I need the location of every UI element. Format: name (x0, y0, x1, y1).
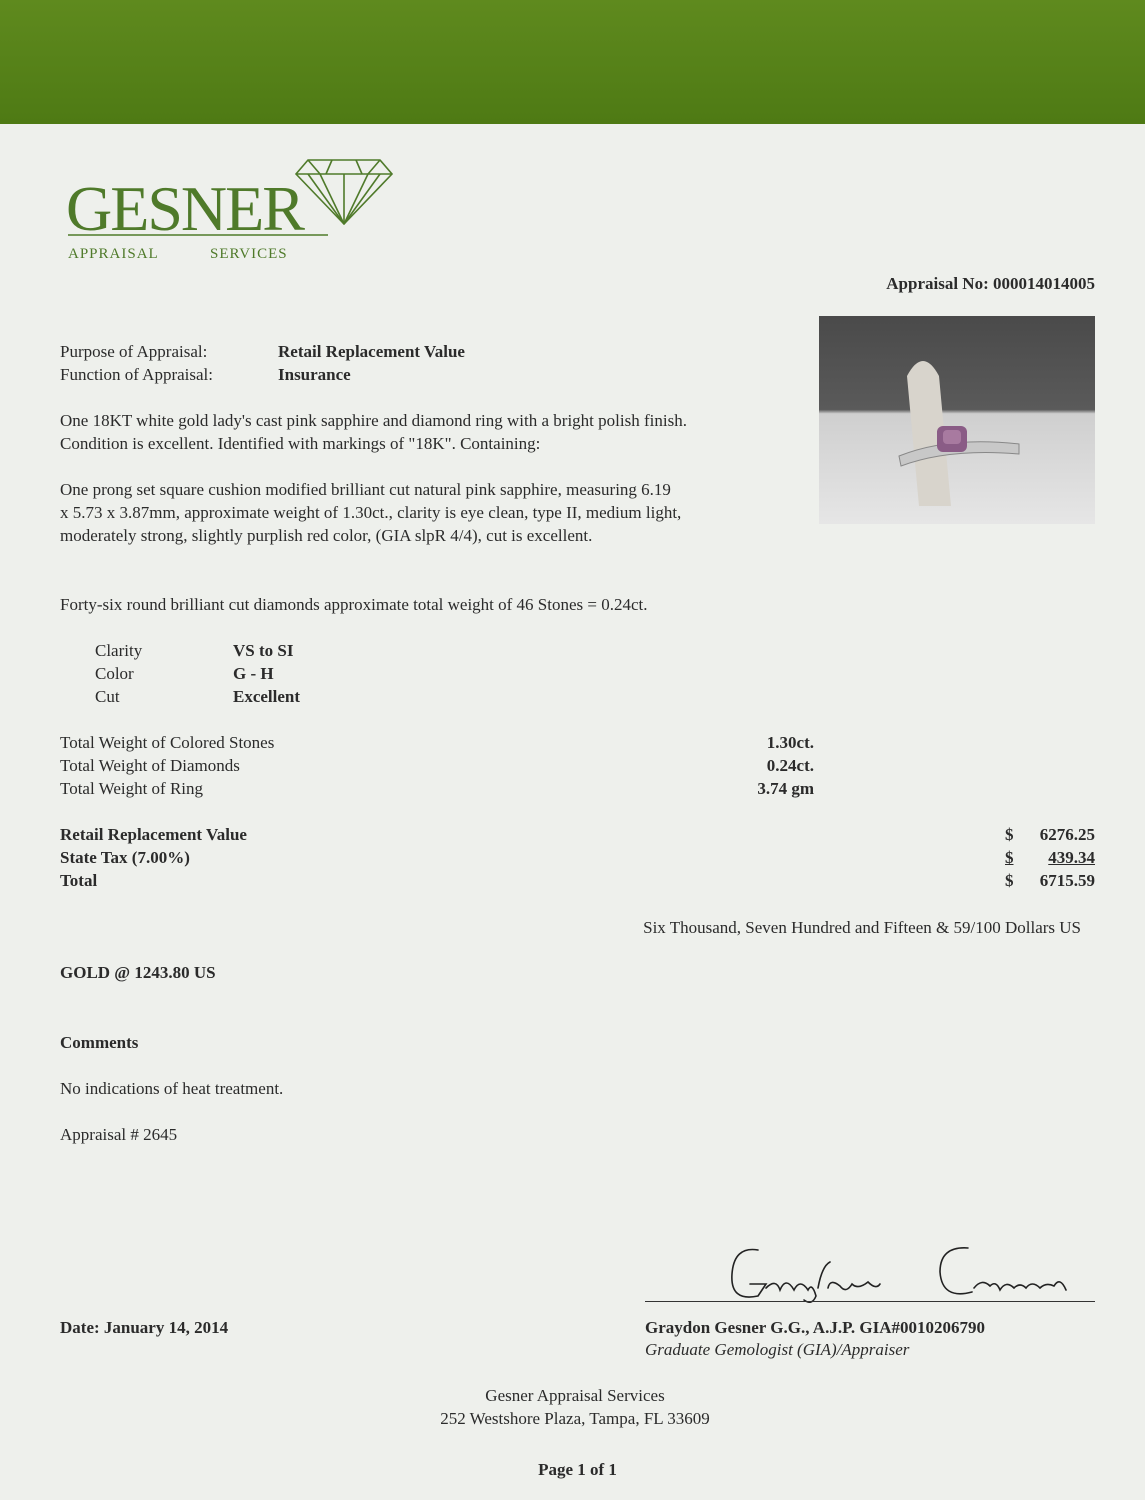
weight-label-ring: Total Weight of Ring (60, 779, 204, 798)
retail-value-currency: $ (1005, 825, 1014, 844)
description-line-2: Condition is excellent. Identified with markings of "18K". Containing: (60, 434, 541, 453)
weight-value-diamonds: 0.24ct. (766, 756, 814, 775)
appraisal-number-header: Appraisal No: 000014014005 (886, 274, 1095, 293)
purpose-label: Purpose of Appraisal: (60, 342, 208, 361)
signer-name: Graydon Gesner G.G., A.J.P. GIA#0010206790 (645, 1318, 986, 1337)
retail-value-amount: 6276.25 (1039, 825, 1095, 844)
comments-text: No indications of heat treatment. (60, 1079, 284, 1098)
grade-label-color: Color (95, 664, 134, 683)
signature-line (645, 1301, 1095, 1302)
description-line-4: x 5.73 x 3.87mm, approximate weight of 1.30ct., clarity is eye clean, type II, medium light, (60, 503, 682, 522)
date: Date: January 14, 2014 (60, 1318, 229, 1337)
function-value: Insurance (278, 365, 351, 384)
diamond-icon (296, 160, 392, 224)
weight-label-diamonds: Total Weight of Diamonds (60, 756, 240, 775)
company-logo (60, 150, 400, 270)
total-amount: 6715.59 (1039, 871, 1095, 890)
signature (700, 1238, 1080, 1308)
description-line-6: Forty-six round brilliant cut diamonds approximate total weight of 46 Stones = 0.24ct. (60, 595, 648, 614)
state-tax-amount: 439.34 (1048, 848, 1095, 867)
state-tax-currency: $ (1005, 848, 1014, 867)
footer-address: 252 Westshore Plaza, Tampa, FL 33609 (440, 1409, 710, 1428)
grade-label-cut: Cut (95, 687, 120, 706)
comments-heading: Comments (60, 1033, 139, 1052)
description-line-1: One 18KT white gold lady's cast pink sapphire and diamond ring with a bright polish finish. (60, 411, 687, 430)
footer-company: Gesner Appraisal Services (485, 1386, 665, 1405)
function-label: Function of Appraisal: (60, 365, 213, 384)
amount-in-words: Six Thousand, Seven Hundred and Fifteen & 59/100 Dollars US (643, 918, 1081, 937)
state-tax-label: State Tax (7.00%) (60, 848, 190, 867)
header-band (0, 0, 1145, 124)
purpose-value: Retail Replacement Value (278, 342, 465, 361)
retail-value-label: Retail Replacement Value (60, 825, 247, 844)
svg-text:APPRAISAL: APPRAISAL (68, 246, 159, 262)
description-line-5: moderately strong, slightly purplish red color, (GIA slpR 4/4), cut is excellent. (60, 526, 593, 545)
description-line-3: One prong set square cushion modified brilliant cut natural pink sapphire, measuring 6.19 (60, 480, 671, 499)
ring-photo (819, 316, 1095, 524)
page-number: Page 1 of 1 (538, 1460, 617, 1479)
grade-value-color: G - H (233, 664, 274, 683)
weight-value-colored: 1.30ct. (766, 733, 814, 752)
grade-value-clarity: VS to SI (233, 641, 294, 660)
weight-label-colored: Total Weight of Colored Stones (60, 733, 275, 752)
signer-title: Graduate Gemologist (GIA)/Appraiser (645, 1340, 910, 1359)
grade-label-clarity: Clarity (95, 641, 143, 660)
svg-text:GESNER: GESNER (66, 173, 303, 244)
appraisal-number-footer: Appraisal # 2645 (60, 1125, 178, 1144)
svg-text:SERVICES: SERVICES (210, 246, 288, 262)
gold-price: GOLD @ 1243.80 US (60, 963, 216, 982)
total-label: Total (60, 871, 98, 890)
weight-value-ring: 3.74 gm (757, 779, 814, 798)
total-currency: $ (1005, 871, 1014, 890)
grade-value-cut: Excellent (233, 687, 301, 706)
